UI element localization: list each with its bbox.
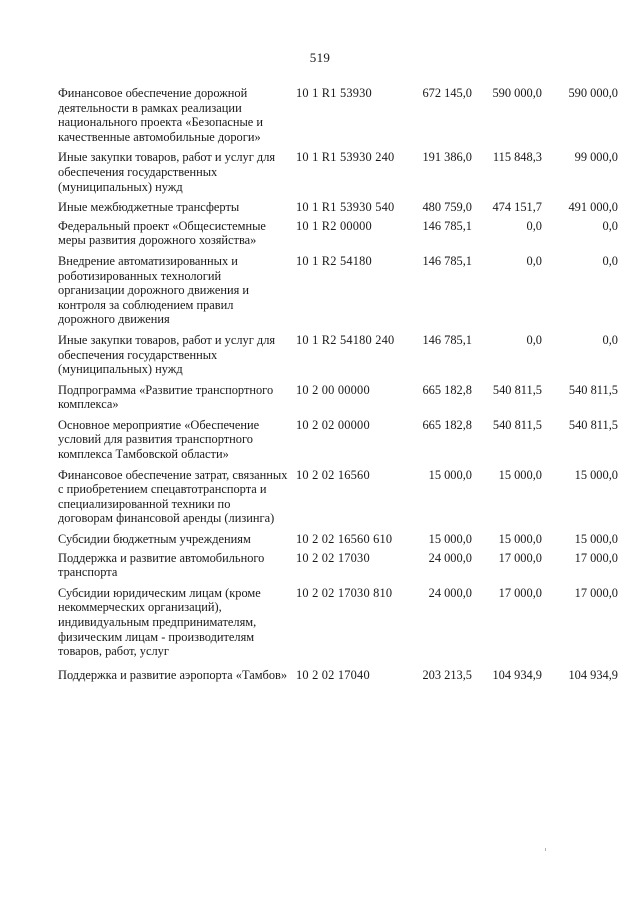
row-code: 10 2 02 16560 [296,467,370,482]
row-value-3: 17 000,0 [574,550,618,565]
row-value-2: 15 000,0 [498,467,542,482]
row-value-2: 0,0 [526,253,542,268]
table-row [58,86,618,144]
row-code: 10 1 R1 53930 240 [296,150,395,165]
row-name: Субсидии юридическим лицам (кроме некоммерческих организаций), индивидуальным предпринимателям, физическим лицам - производителям товаров, работ, услуг [58,585,261,659]
row-value-2: 17 000,0 [498,550,542,565]
row-name: Основное мероприятие «Обеспечение условий для развития транспортного комплекса Тамбовской области» [58,417,260,462]
row-value-1: 665 182,8 [422,382,472,397]
row-name: Иные межбюджетные трансферты [58,200,240,215]
row-value-1: 146 785,1 [422,332,472,347]
row-name: Субсидии бюджетным учреждениям [58,532,251,547]
row-value-1: 480 759,0 [422,200,472,215]
row-code: 10 1 R1 53930 [296,86,372,100]
row-value-2: 15 000,0 [498,532,542,547]
row-code: 10 2 02 17030 810 [296,585,393,600]
row-value-1: 24 000,0 [428,585,472,600]
scan-speck [545,848,546,851]
row-value-3: 540 811,5 [568,417,618,432]
row-name: Внедрение автоматизированных и роботизированных технологий организации дорожного движения и контроля за соблюдением правил дорожного движения [58,253,250,327]
row-name: Подпрограмма «Развитие транспортного комплекса» [58,382,274,412]
row-value-2: 540 811,5 [492,382,542,397]
row-value-1: 15 000,0 [428,467,472,482]
table-row [58,418,618,462]
row-value-1: 15 000,0 [428,532,472,547]
row-value-2: 0,0 [526,218,542,233]
row-value-1: 146 785,1 [422,218,472,233]
row-value-3: 540 811,5 [568,382,618,397]
row-value-2: 104 934,9 [492,667,542,682]
row-code: 10 2 02 17030 [296,550,370,565]
row-value-3: 99 000,0 [574,150,618,165]
table-row [58,383,618,412]
row-code: 10 1 R2 00000 [296,218,372,233]
row-value-1: 191 386,0 [422,150,472,165]
row-value-3: 590 000,0 [568,86,618,100]
row-name: Поддержка и развитие автомобильного транспорта [58,550,265,580]
page-number: 519 [309,50,331,65]
row-name: Иные закупки товаров, работ и услуг для обеспечения государственных (муниципальных) нужд [58,150,276,194]
table-row [58,668,618,683]
row-value-3: 17 000,0 [574,585,618,600]
row-value-3: 0,0 [602,253,618,268]
row-value-1: 665 182,8 [422,417,472,432]
row-code: 10 2 02 17040 [296,667,370,682]
table-row [58,532,618,547]
table-row [58,200,618,215]
table-row [58,468,618,526]
row-value-3: 104 934,9 [568,667,618,682]
table-row [58,219,618,248]
row-value-2: 590 000,0 [492,86,542,100]
budget-table [58,86,618,682]
table-row [58,150,618,194]
row-code: 10 2 02 16560 610 [296,532,393,547]
row-value-1: 24 000,0 [428,550,472,565]
row-value-1: 672 145,0 [422,86,472,100]
row-value-1: 203 213,5 [422,667,472,682]
row-value-3: 15 000,0 [574,467,618,482]
row-value-2: 540 811,5 [492,417,542,432]
table-row [58,551,618,580]
row-code: 10 1 R2 54180 240 [296,332,395,347]
table-row [58,333,618,377]
table-row [58,254,618,327]
row-code: 10 2 00 00000 [296,382,370,397]
row-value-1: 146 785,1 [422,253,472,268]
row-value-2: 474 151,7 [492,200,542,215]
row-name: Иные закупки товаров, работ и услуг для обеспечения государственных (муниципальных) нужд [58,332,276,377]
row-name: Финансовое обеспечение дорожной деятельности в рамках реализации национального проекта «Безопасные и качественные автомобильные дороги» [58,86,264,144]
row-value-2: 0,0 [526,332,542,347]
row-code: 10 1 R1 53930 540 [296,200,395,215]
row-value-3: 15 000,0 [574,532,618,547]
row-value-2: 115 848,3 [492,150,542,165]
table-row [58,586,618,659]
row-name: Поддержка и развитие аэропорта «Тамбов» [58,667,288,682]
row-value-3: 0,0 [602,332,618,347]
row-value-3: 0,0 [602,218,618,233]
row-value-2: 17 000,0 [498,585,542,600]
row-name: Финансовое обеспечение затрат, связанных с приобретением спецавтотранспорта и специализированной техники по договорам финансовой аренды (лизинга) [58,467,288,526]
row-code: 10 1 R2 54180 [296,253,372,268]
row-value-3: 491 000,0 [568,200,618,215]
row-name: Федеральный проект «Общесистемные меры развития дорожного хозяйства» [58,218,266,248]
row-code: 10 2 02 00000 [296,417,370,432]
